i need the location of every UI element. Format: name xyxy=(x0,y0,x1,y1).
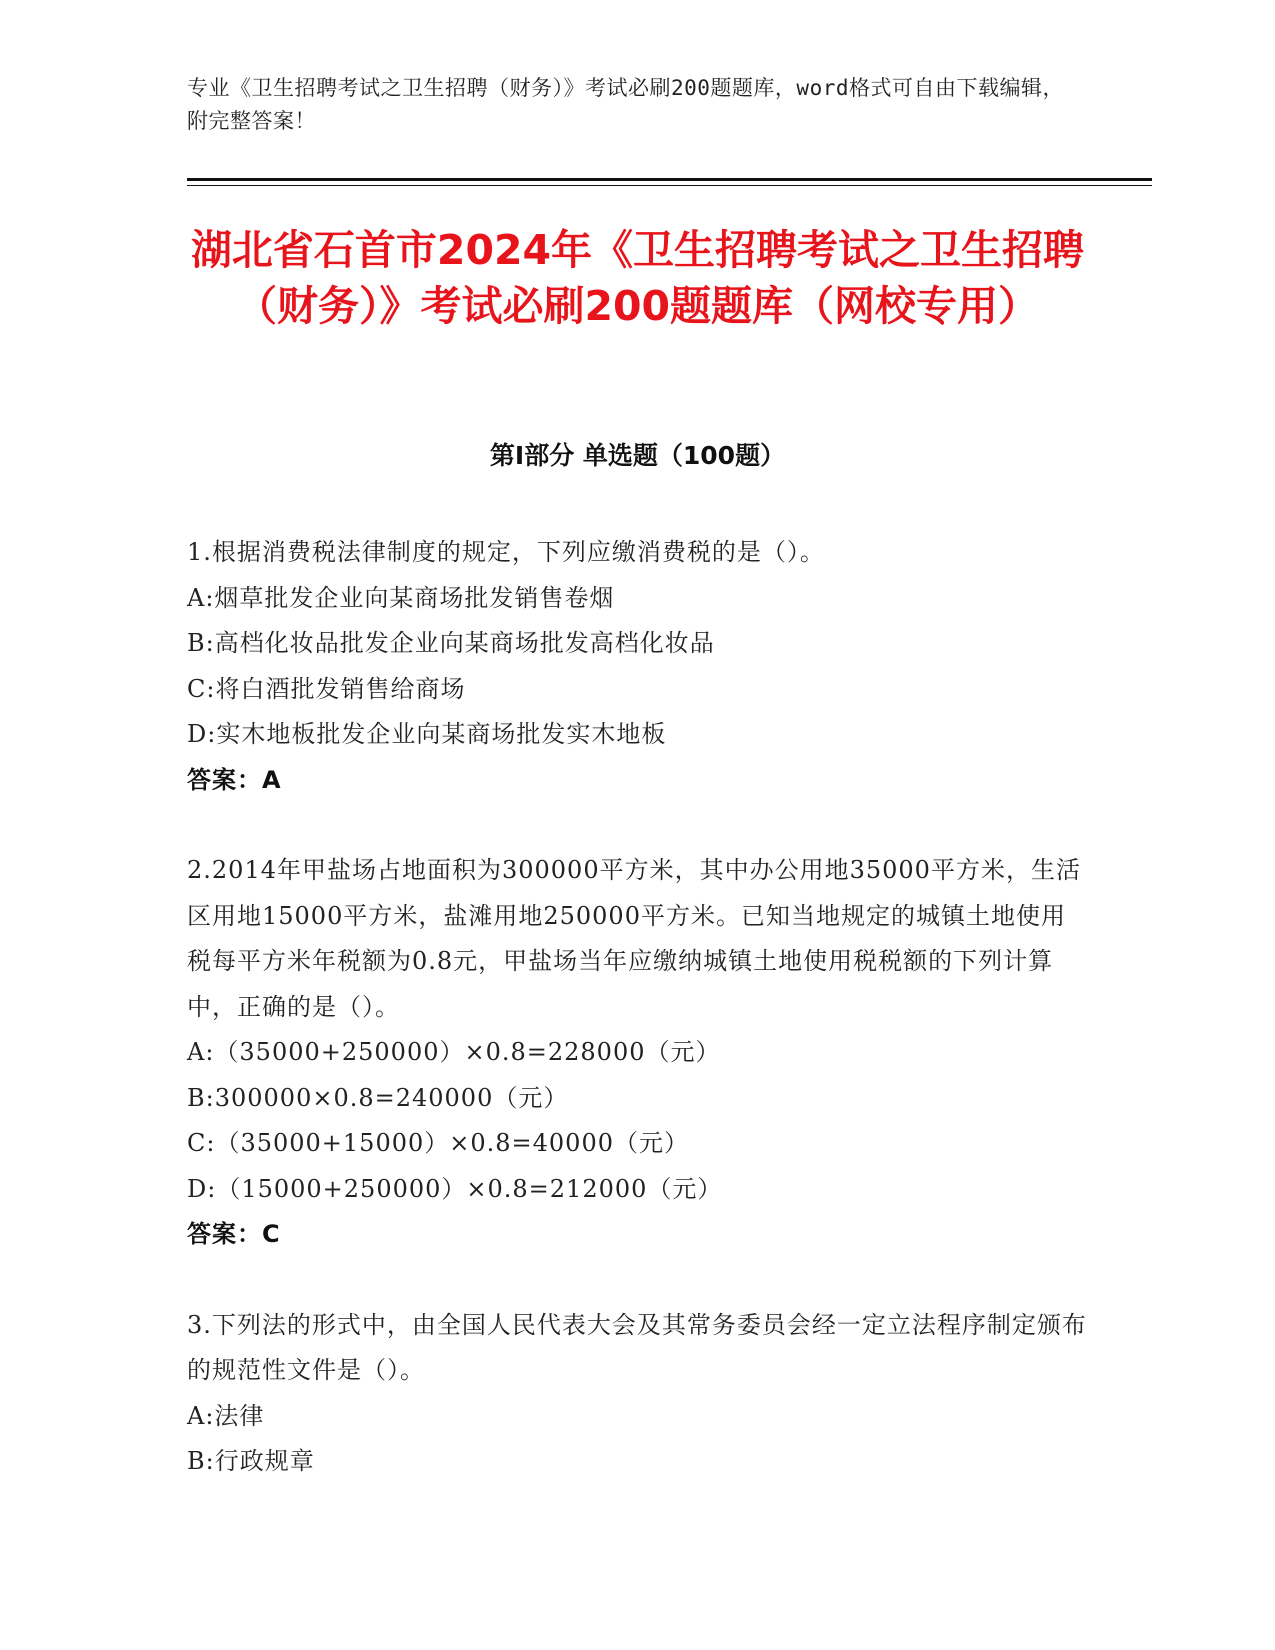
question-stem: 3.下列法的形式中，由全国人民代表大会及其常务委员会经一定立法程序制定颁布的规范性文件是（）。 xyxy=(187,1310,1087,1384)
question-1 xyxy=(187,530,1087,803)
option-c: C:（35000+15000）×0.8=40000（元） xyxy=(187,1129,689,1157)
question-2 xyxy=(187,848,1087,1258)
option-b: B:300000×0.8=240000（元） xyxy=(187,1083,569,1112)
answer: 答案：A xyxy=(187,765,282,794)
option-d: D:（15000+250000）×0.8=212000（元） xyxy=(187,1174,723,1203)
option-a: A:法律 xyxy=(187,1401,265,1430)
option-a: A:（35000+250000）×0.8=228000（元） xyxy=(187,1038,721,1066)
option-d: D:实木地板批发企业向某商场批发实木地板 xyxy=(187,720,667,748)
header-rule-thick xyxy=(187,178,1152,181)
header-rule-thin xyxy=(187,185,1152,186)
section-heading: 第Ⅰ部分 单选题（100题） xyxy=(489,441,786,470)
question-stem: 2.2014年甲盐场占地面积为300000平方米，其中办公用地35000平方米，生活区用地15000平方米，盐滩用地250000平方米。已知当地规定的城镇土地使用税每平方米年税额为0.8元，甲盐场当年应缴纳城镇土地使用税税额的下列计算中，正确的是（）。 xyxy=(187,856,1081,1021)
answer: 答案：C xyxy=(187,1220,281,1248)
question-list xyxy=(187,530,1087,1530)
header-note: 专业《卫生招聘考试之卫生招聘（财务）》考试必刷200题题库，word格式可自由下载编辑，附完整答案！ xyxy=(187,76,1064,133)
option-b: B:行政规章 xyxy=(187,1447,315,1475)
question-stem: 1.根据消费税法律制度的规定，下列应缴消费税的是（）。 xyxy=(187,538,825,566)
option-a: A:烟草批发企业向某商场批发销售卷烟 xyxy=(187,583,615,612)
document-title: 湖北省石首市2024年《卫生招聘考试之卫生招聘（财务）》考试必刷200题题库（网校专用） xyxy=(190,226,1085,330)
option-c: C:将白酒批发销售给商场 xyxy=(187,674,466,703)
option-b: B:高档化妆品批发企业向某商场批发高档化妆品 xyxy=(187,629,715,657)
question-3 xyxy=(187,1303,1087,1485)
